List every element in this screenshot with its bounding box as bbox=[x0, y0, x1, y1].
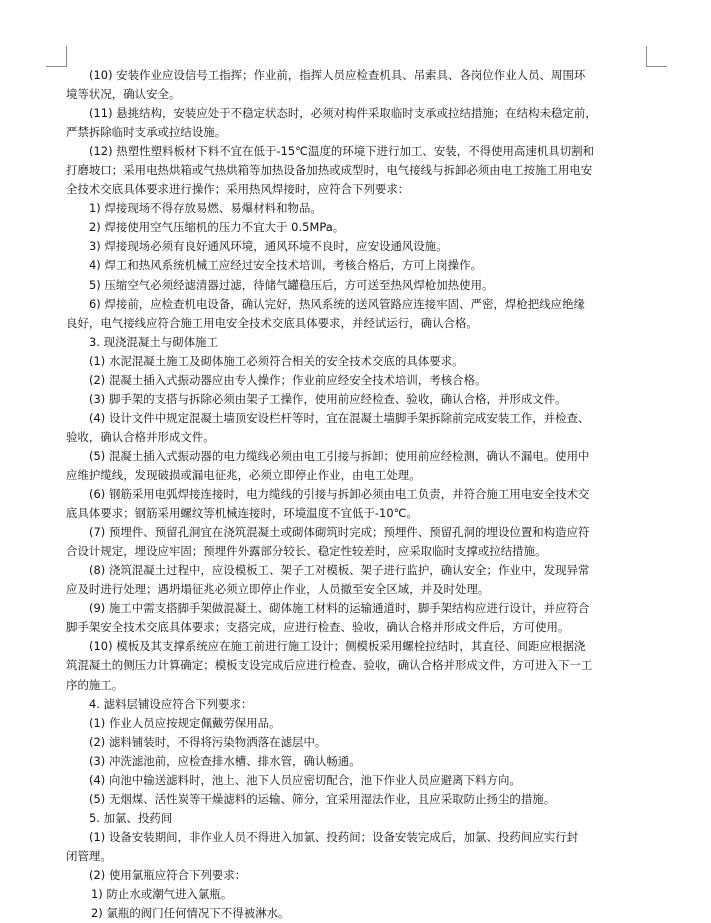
text-line: (2) 使用氯瓶应符合下列要求： bbox=[89, 867, 247, 882]
text-line: (4) 向池中输送滤料时，池上、池下人员应密切配合，池下作业人员应避离下料方向。 bbox=[89, 772, 521, 787]
text-line: 合设计规定，埋设应牢固；预埋件外露部分较长、稳定性较差时，应采取临时支撑或拉结措施。 bbox=[66, 544, 547, 559]
text-line: 4. 滤料层铺设应符合下列要求： bbox=[89, 696, 253, 711]
text-line: (5) 混凝土插入式振动器的电力缆线必须由电工引接与拆卸；使用前应经检测，确认不漏电。使用中 bbox=[89, 448, 590, 463]
text-line: 全技术交底具体要求进行操作；采用热风焊接时，应符合下列要求： bbox=[66, 182, 410, 197]
text-line: (7) 预埋件、预留孔洞宜在浇筑混凝土或砌体砌筑时完成；预埋件、预留孔洞的埋设位置和构造应符 bbox=[89, 525, 590, 540]
text-line: (3) 冲洗滤池前，应检查排水槽、排水管，确认畅通。 bbox=[89, 753, 361, 768]
text-line: 3. 现浇混凝土与砌体施工 bbox=[89, 334, 219, 349]
text-line: (3) 脚手架的支搭与拆除必须由架子工操作，使用前应经检查、验收，确认合格，并形成文件。 bbox=[89, 391, 567, 406]
text-line: (12) 热塑性塑料板材下料不宜在低于-15℃温度的环境下进行加工、安装，不得使用高速机具切割和 bbox=[89, 144, 595, 159]
text-line: 脚手架安全技术交底具体要求；支搭完成，应进行检查、验收，确认合格并形成文件后，方可使用。 bbox=[66, 620, 570, 635]
text-line: (10) 模板及其支撑系统应在施工前进行施工设计；侧模板采用螺栓拉结时，其直径、间距应根据浇 bbox=[89, 639, 586, 654]
text-line: (9) 施工中需支搭脚手架做混凝土、砌体施工材料的运输通道时，脚手架结构应进行设计，并应符合 bbox=[89, 601, 590, 616]
text-line: (1) 作业人员应按规定佩戴劳保用品。 bbox=[89, 715, 281, 730]
text-line: 3) 焊接现场必须有良好通风环境，通风环境不良时，应安设通风设施。 bbox=[89, 239, 448, 254]
text-line: 2) 氯瓶的阀门任何情况下不得被淋水。 bbox=[91, 906, 290, 921]
text-line: 底具体要求；钢筋采用螺纹等机械连接时，环境温度不宜低于-10℃。 bbox=[66, 506, 418, 521]
text-line: 筑混凝土的侧压力计算确定；模板支设完成后应进行检查、验收，确认合格并形成文件，方可进入下一工 bbox=[66, 658, 593, 673]
text-line: (1) 水泥混凝土施工及砌体施工必须符合相关的安全技术交底的具体要求。 bbox=[89, 353, 464, 368]
text-line: (2) 混凝土插入式振动器应由专人操作；作业前应经安全技术培训，考核合格。 bbox=[89, 372, 487, 387]
text-line: (10) 安装作业应设信号工指挥；作业前，指挥人员应检查机具、吊索具、各岗位作业人员、周围环 bbox=[89, 68, 586, 82]
text-line: (6) 钢筋采用电弧焊接连接时，电力缆线的引接与拆卸必须由电工负责，并符合施工用电安全技术交 bbox=[89, 487, 590, 502]
text-line: (8) 浇筑混凝土过程中，应设模板工、架子工对模板、架子进行监护，确认安全；作业中，发现异常 bbox=[89, 563, 590, 578]
text-line: (2) 滤料铺装时，不得将污染物洒落在滤层中。 bbox=[89, 734, 327, 749]
text-line: 境等状况，确认安全。 bbox=[66, 87, 181, 102]
text-line: 验收，确认合格并形成文件。 bbox=[66, 429, 215, 444]
page-corner-mark-top-right bbox=[646, 46, 667, 67]
text-line: 6) 焊接前，应检查机电设备，确认完好，热风系统的送风管路应连接牢固、严密，焊枪把线应绝缘 bbox=[89, 296, 585, 311]
text-line: 应及时进行处理；遇坍塌征兆必须立即停止作业，人员撤至安全区域，并及时处理。 bbox=[66, 582, 490, 597]
text-line: (5) 无烟煤、活性炭等干燥滤料的运输、筛分，宜采用湿法作业，且应采取防止扬尘的措施。 bbox=[89, 791, 556, 806]
text-line: 序的施工。 bbox=[66, 677, 124, 692]
text-line: 1) 焊接现场不得存放易燃、易爆材料和物品。 bbox=[89, 201, 322, 216]
text-line: 2) 焊接使用空气压缩机的压力不宜大于 0.5MPa。 bbox=[89, 220, 345, 235]
text-line: 5) 压缩空气必须经滤清器过滤，待储气罐稳压后，方可送至热风焊枪加热使用。 bbox=[89, 277, 494, 292]
page-corner-mark-top-left bbox=[46, 46, 67, 67]
text-line: 5. 加氯、投药间 bbox=[89, 810, 173, 825]
text-line: (1) 设备安装期间，非作业人员不得进入加氯、投药间；设备安装完成后，加氯、投药间应实行封 bbox=[89, 829, 579, 844]
text-line: (11) 悬挑结构，安装应处于不稳定状态时，必须对构件采取临时支承或拉结措施；在结构未稳定前， bbox=[89, 106, 597, 121]
text-line: 闭管理。 bbox=[66, 848, 112, 863]
text-line: 4) 焊工和热风系统机械工应经过安全技术培训，考核合格后，方可上岗操作。 bbox=[89, 258, 483, 273]
text-line: 良好，电气接线应符合施工用电安全技术交底具体要求，并经试运行，确认合格。 bbox=[66, 315, 478, 330]
text-line: 1) 防止水或潮气进入氯瓶。 bbox=[91, 887, 233, 902]
text-line: (4) 设计文件中规定混凝土墙顶安设栏杆等时，宜在混凝土墙脚手架拆除前完成安装工作，并检查、 bbox=[89, 410, 590, 425]
text-line: 应维护缆线，发现破损或漏电征兆，必须立即停止作业，由电工处理。 bbox=[66, 467, 421, 482]
text-line: 打磨坡口；采用电热烘箱或气热烘箱等加热设备加热或成型时，电气接线与拆卸必须由电工按施工用电安 bbox=[66, 163, 593, 178]
document-page bbox=[66, 66, 646, 923]
text-line: 严禁拆除临时支承或拉结设施。 bbox=[66, 125, 227, 140]
